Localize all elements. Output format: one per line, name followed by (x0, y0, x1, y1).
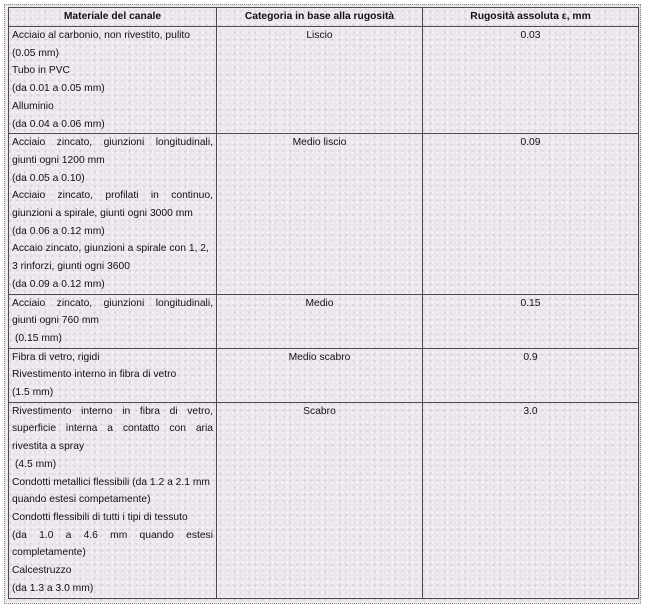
roughness-cell: 0.9 (423, 348, 639, 402)
material-line: rivestita a spray (12, 441, 85, 453)
table-row (9, 27, 639, 134)
material-line: Rivestimento interno in fibra di vetro (12, 369, 177, 381)
material-line: Rivestimento interno in fibra di vetro, (12, 405, 213, 417)
category-cell: Medio scabro (217, 348, 423, 402)
material-line: (da 0.04 a 0.06 mm) (12, 118, 105, 130)
material-line: (0.15 mm) (15, 332, 62, 344)
material-line: Calcestruzzo (12, 565, 72, 577)
material-line: (da 0.09 a 0.12 mm) (12, 278, 105, 290)
table-row (9, 134, 639, 294)
material-line: 3 rinforzi, giunti ogni 3600 (12, 261, 130, 273)
material-line: (0.05 mm) (12, 47, 59, 59)
table-row (9, 294, 639, 348)
document-page (4, 4, 641, 604)
roughness-cell: 0.09 (423, 134, 639, 294)
material-line: Acciaio zincato, giunzioni longitudinali, (12, 137, 213, 149)
material-cell (9, 294, 217, 348)
header-material: Materiale del canale (9, 8, 217, 27)
material-line: giunzioni a spirale, giunti ogni 3000 mm (12, 208, 193, 220)
material-cell (9, 27, 217, 134)
material-line: Condotti flessibili di tutti i tipi di tessuto (12, 511, 188, 523)
category-cell: Medio liscio (217, 134, 423, 294)
material-line: giunti ogni 760 mm (12, 315, 100, 327)
material-cell (9, 402, 217, 598)
category-cell: Medio (217, 294, 423, 348)
material-line: Acciaio al carbonio, non rivestito, pulito (12, 30, 191, 41)
material-line: (da 0.01 a 0.05 mm) (12, 83, 105, 95)
roughness-cell: 3.0 (423, 402, 639, 598)
material-line: completamente) (12, 547, 86, 559)
category-cell: Scabro (217, 402, 423, 598)
material-line: (da 0.05 a 0.10) (12, 172, 85, 184)
material-line: Accaio zincato, giunzioni a spirale con 1, 2, (12, 243, 209, 255)
table-row (9, 402, 639, 598)
table-header-row (9, 8, 639, 27)
material-line: superficie interna a contatto con aria (12, 423, 213, 435)
material-line: (da 1.0 a 4.6 mm quando estesi (12, 529, 213, 541)
material-line: Fibra di vetro, rigidi (12, 351, 100, 363)
material-cell (9, 348, 217, 402)
material-line: Condotti metallici flessibili (da 1.2 a 2.1 mm (12, 476, 211, 488)
roughness-cell: 0.03 (423, 27, 639, 134)
category-cell: Liscio (217, 27, 423, 134)
material-line: Alluminio (12, 100, 54, 112)
material-line: Acciaio zincato, profilati in continuo, (12, 190, 213, 202)
material-line: quando estesi competamente) (12, 494, 151, 506)
table-row (9, 348, 639, 402)
duct-roughness-table (8, 7, 639, 599)
material-line: Tubo in PVC (12, 65, 70, 77)
material-cell (9, 134, 217, 294)
material-line: (da 1.3 a 3.0 mm) (12, 582, 94, 594)
material-line: (da 0.06 a 0.12 mm) (12, 225, 105, 237)
header-category: Categoria in base alla rugosità (217, 8, 423, 27)
material-line: (4.5 mm) (15, 458, 57, 470)
header-roughness: Rugosità assoluta ε, mm (423, 8, 639, 27)
material-line: (1.5 mm) (12, 387, 54, 399)
material-line: giunti ogni 1200 mm (12, 154, 105, 166)
material-line: Acciaio zincato, giunzioni longitudinali, (12, 297, 213, 309)
roughness-cell: 0.15 (423, 294, 639, 348)
